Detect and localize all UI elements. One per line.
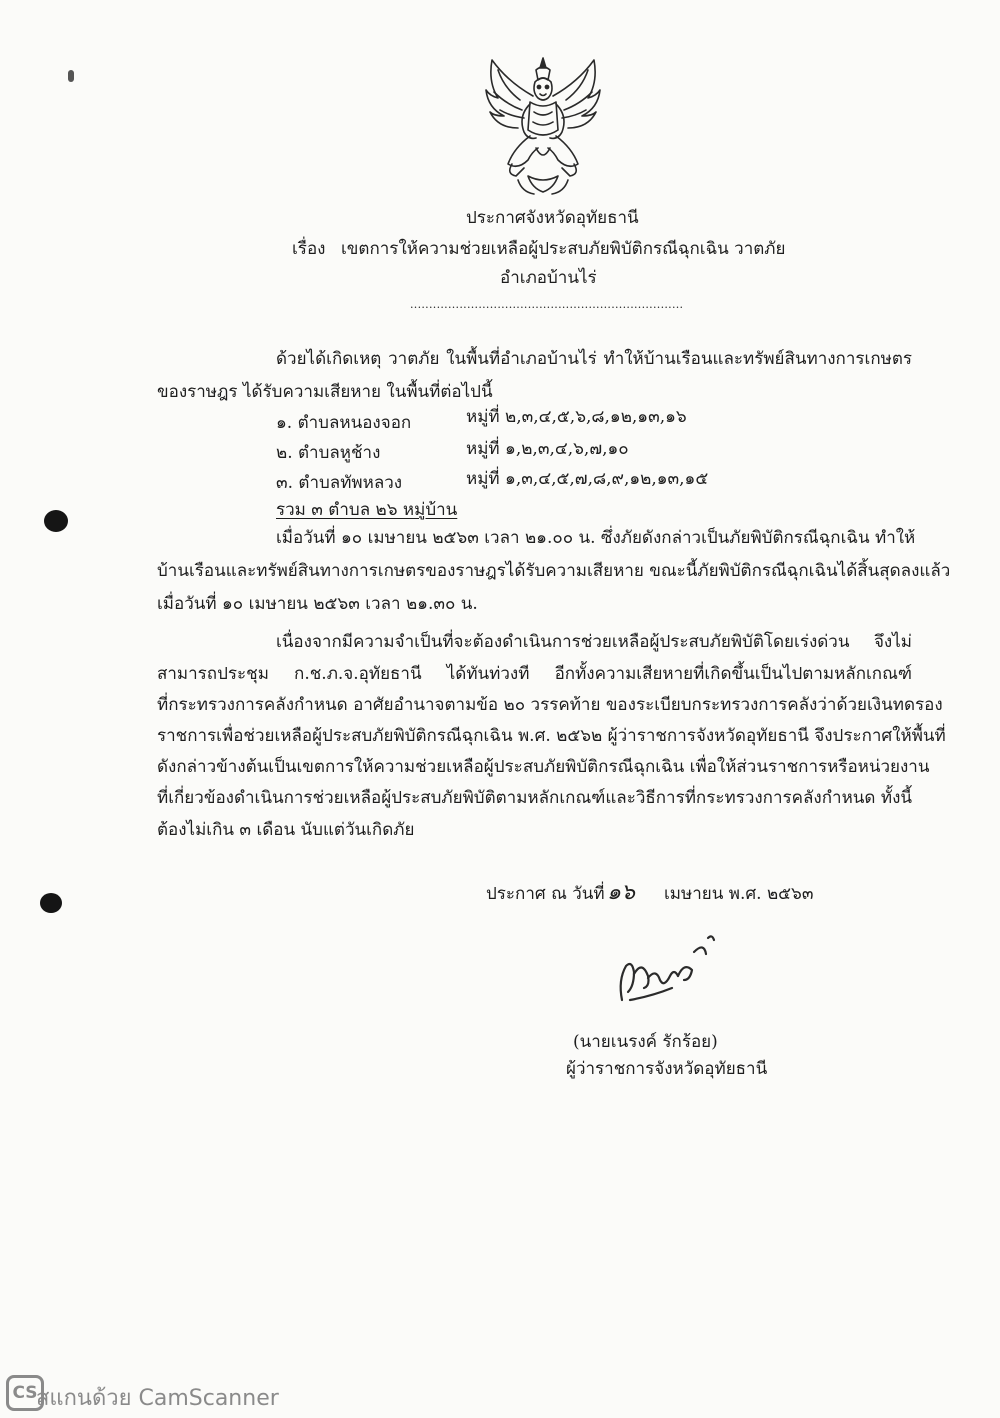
- signer-position: ผู้ว่าราชการจังหวัดอุทัยธานี: [566, 1059, 768, 1079]
- paragraph3-line-5: ดังกล่าวข้างต้นเป็นเขตการให้ความช่วยเหลือผู้ประสบภัยพิบัติกรณีฉุกเฉิน เพื่อให้ส่วนราชการหรือหน่วยงาน: [157, 757, 930, 777]
- area-tambon-2: ๒. ตำบลหูช้าง: [276, 443, 381, 463]
- paragraph2-line-1: เมื่อวันที่ ๑๐ เมษายน ๒๕๖๓ เวลา ๒๑.๐๐ น. ซึ่งภัยดังกล่าวเป็นภัยพิบัติกรณีฉุกเฉิน ทำให้: [276, 528, 916, 548]
- camscanner-logo-text: CS: [12, 1383, 38, 1403]
- area-villages-1: หมู่ที่ ๒,๓,๔,๕,๖,๘,๑๒,๑๓,๑๖: [466, 407, 687, 427]
- garuda-emblem: [478, 52, 608, 202]
- district-name: อำเภอบ้านไร่: [500, 268, 597, 288]
- area-tambon-1: ๑. ตำบลหนองจอก: [276, 413, 412, 433]
- area-tambon-3: ๓. ตำบลทัพหลวง: [276, 473, 403, 493]
- paragraph2-line-2: บ้านเรือนและทรัพย์สินทางการเกษตรของราษฎรได้รับความเสียหาย ขณะนี้ภัยพิบัติกรณีฉุกเฉินได้สิ้นสุดลงแล้ว: [157, 561, 951, 581]
- announcement-month-year: เมษายน พ.ศ. ๒๕๖๓: [664, 884, 814, 904]
- subject-text: เขตการให้ความช่วยเหลือผู้ประสบภัยพิบัติกรณีฉุกเฉิน วาตภัย: [341, 239, 786, 259]
- paragraph3-line-4: ราชการเพื่อช่วยเหลือผู้ประสบภัยพิบัติกรณีฉุกเฉิน พ.ศ. ๒๕๖๒ ผู้ว่าราชการจังหวัดอุทัยธานี จึงประกาศให้พื้นที่: [157, 726, 946, 746]
- subject-label: เรื่อง: [292, 239, 326, 259]
- header-divider: ........................................................................: [410, 298, 684, 311]
- signature-mark: [612, 930, 722, 1010]
- area-villages-2: หมู่ที่ ๑,๒,๓,๔,๖,๗,๑๐: [466, 439, 629, 459]
- paragraph1-line-2: ของราษฎร ได้รับความเสียหาย ในพื้นที่ต่อไปนี้: [157, 382, 493, 402]
- signer-name: (นายเนรงค์ รักร้อย): [573, 1032, 718, 1052]
- paragraph3-line-1: เนื่องจากมีความจำเป็นที่จะต้องดำเนินการช่วยเหลือผู้ประสบภัยพิบัติโดยเร่งด่วน จึงไม่: [276, 632, 912, 652]
- camscanner-text: สแกนด้วย CamScanner: [36, 1386, 279, 1411]
- scan-speck: [68, 70, 74, 82]
- paragraph3-line-2: สามารถประชุม ก.ช.ภ.จ.อุทัยธานี ได้ทันท่วงที อีกทั้งความเสียหายที่เกิดขึ้นเป็นไปตามหลักเกณฑ์: [157, 664, 912, 684]
- punch-hole-top: [44, 510, 68, 532]
- announcement-day: ๑๖: [607, 880, 635, 905]
- document-title: ประกาศจังหวัดอุทัยธานี: [466, 208, 639, 228]
- paragraph3-line-3: ที่กระทรวงการคลังกำหนด อาศัยอำนาจตามข้อ ๒๐ วรรคท้าย ของระเบียบกระทรวงการคลังว่าด้วยเงินทดรอง: [157, 695, 943, 715]
- paragraph3-line-7: ต้องไม่เกิน ๓ เดือน นับแต่วันเกิดภัย: [157, 820, 415, 840]
- paragraph2-line-3: เมื่อวันที่ ๑๐ เมษายน ๒๕๖๓ เวลา ๒๑.๓๐ น.: [157, 594, 478, 614]
- area-villages-3: หมู่ที่ ๑,๓,๔,๕,๗,๘,๙,๑๒,๑๓,๑๕: [466, 469, 709, 489]
- paragraph3-line-6: ที่เกี่ยวข้องดำเนินการช่วยเหลือผู้ประสบภัยพิบัติตามหลักเกณฑ์และวิธีการที่กระทรวงการคลังกำหนด ทั้งนี้: [157, 788, 912, 808]
- total-summary: รวม ๓ ตำบล ๒๖ หมู่บ้าน: [276, 500, 458, 520]
- announcement-prefix: ประกาศ ณ วันที่: [486, 884, 605, 904]
- punch-hole-bottom: [40, 893, 62, 913]
- paragraph1-line-1: ด้วยได้เกิดเหตุ วาตภัย ในพื้นที่อำเภอบ้านไร่ ทำให้บ้านเรือนและทรัพย์สินทางการเกษตร: [276, 349, 912, 369]
